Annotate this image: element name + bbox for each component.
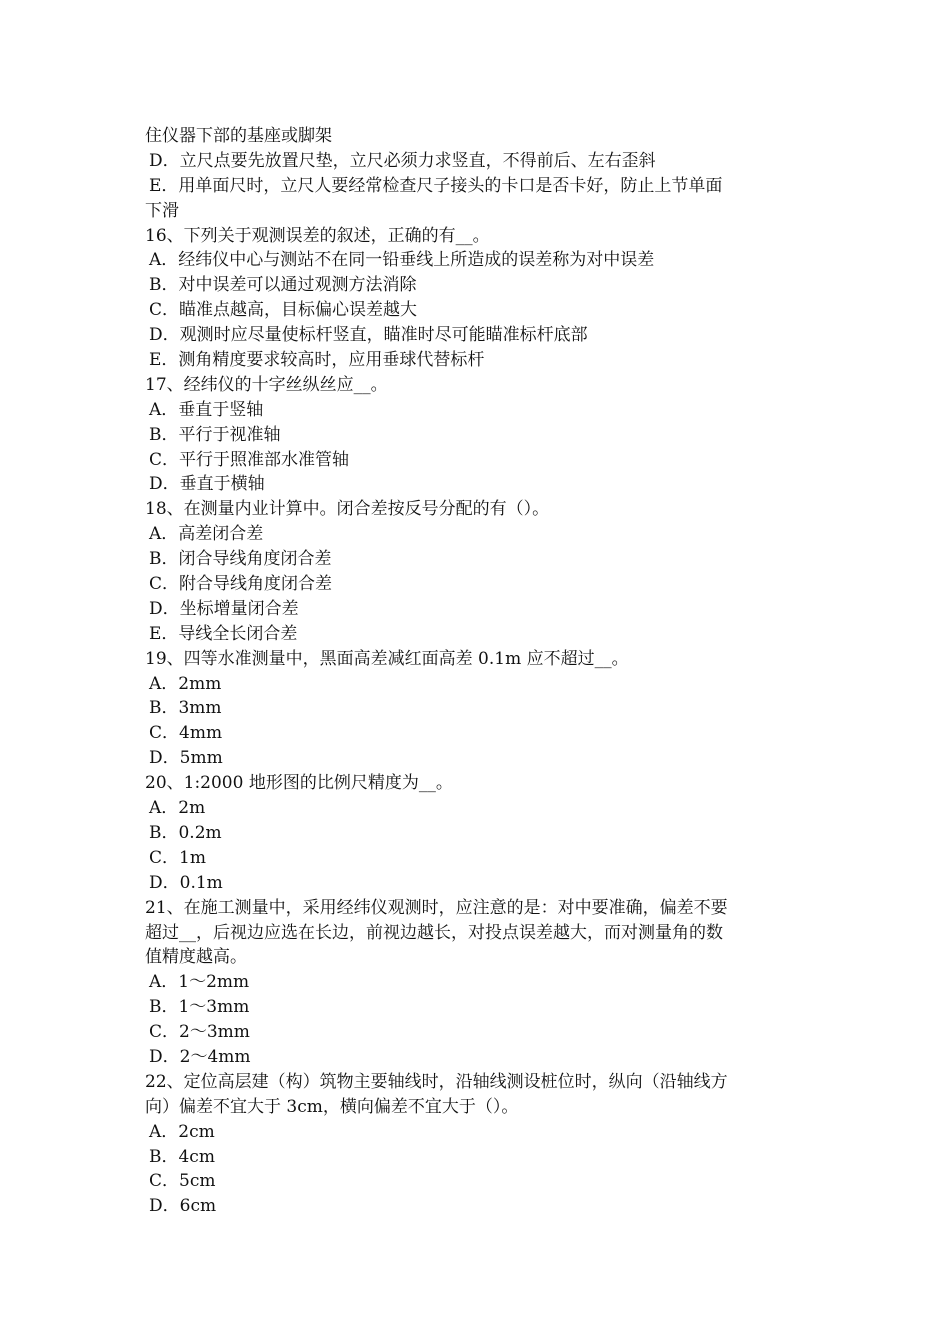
option-line: A．2mm	[149, 673, 222, 694]
option-line: B．1～3mm	[149, 997, 250, 1018]
option-line: D．垂直于横轴	[149, 474, 265, 495]
option-line: D．2～4mm	[149, 1046, 251, 1067]
option-line: C．4mm	[149, 723, 223, 744]
option-line: C．瞄准点越高，目标偏心误差越大	[149, 300, 418, 321]
option-line: D．6cm	[149, 1196, 217, 1217]
question-line: 21、在施工测量中，采用经纬仪观测时，应注意的是：对中要准确，偏差不要	[145, 897, 728, 918]
option-line: E．测角精度要求较高时，应用垂球代替标杆	[149, 350, 485, 371]
option-line: D．观测时应尽量使标杆竖直，瞄准时尽可能瞄准标杆底部	[149, 325, 588, 346]
continuation-line: 超过__，后视边应选在长边，前视边越长，对投点误差越大，而对测量角的数	[145, 922, 723, 943]
option-line: C．5cm	[149, 1171, 216, 1192]
question-line: 19、四等水准测量中，黑面高差减红面高差 0.1m 应不超过__。	[145, 648, 629, 669]
option-line: D．坐标增量闭合差	[149, 598, 299, 619]
option-line: B．0.2m	[149, 822, 222, 843]
option-line: C．附合导线角度闭合差	[149, 574, 333, 595]
option-line: D．立尺点要先放置尺垫，立尺必须力求竖直，不得前后、左右歪斜	[149, 150, 656, 171]
option-line: A．经纬仪中心与测站不在同一铅垂线上所造成的误差称为对中误差	[149, 250, 655, 271]
continuation-line: 住仪器下部的基座或脚架	[145, 126, 332, 146]
option-line: D．0.1m	[149, 872, 223, 893]
option-line: C．1m	[149, 847, 206, 868]
option-line: A．2m	[149, 798, 206, 819]
option-line: B．平行于视准轴	[149, 424, 281, 445]
option-line: C．平行于照准部水准管轴	[149, 449, 350, 470]
option-line: E．用单面尺时，立尺人要经常检查尺子接头的卡口是否卡好，防止上节单面	[149, 175, 723, 196]
document-body	[145, 124, 810, 1219]
option-line: D．5mm	[149, 748, 223, 769]
question-line: 18、在测量内业计算中。闭合差按反号分配的有（）。	[145, 499, 550, 520]
question-line: 17、经纬仪的十字丝纵丝应__。	[145, 374, 388, 395]
option-line: A．1～2mm	[149, 972, 250, 993]
option-line: A．垂直于竖轴	[149, 399, 264, 420]
continuation-line: 下滑	[145, 200, 179, 221]
continuation-line: 向）偏差不宜大于 3cm，横向偏差不宜大于（）。	[145, 1096, 519, 1117]
question-line: 22、定位高层建（构）筑物主要轴线时，沿轴线测设桩位时，纵向（沿轴线方	[145, 1071, 728, 1092]
option-line: B．4cm	[149, 1146, 215, 1167]
question-line: 20、1:2000 地形图的比例尺精度为__。	[145, 773, 453, 794]
option-line: A．高差闭合差	[149, 524, 264, 545]
option-line: B．闭合导线角度闭合差	[149, 549, 332, 570]
continuation-line: 值精度越高。	[145, 947, 247, 968]
option-line: B．3mm	[149, 698, 222, 719]
option-line: B．对中误差可以通过观测方法消除	[149, 275, 417, 296]
option-line: E．导线全长闭合差	[149, 623, 298, 644]
option-line: C．2～3mm	[149, 1022, 250, 1043]
question-line: 16、下列关于观测误差的叙述，正确的有__。	[145, 225, 490, 246]
option-line: A．2cm	[149, 1121, 215, 1142]
